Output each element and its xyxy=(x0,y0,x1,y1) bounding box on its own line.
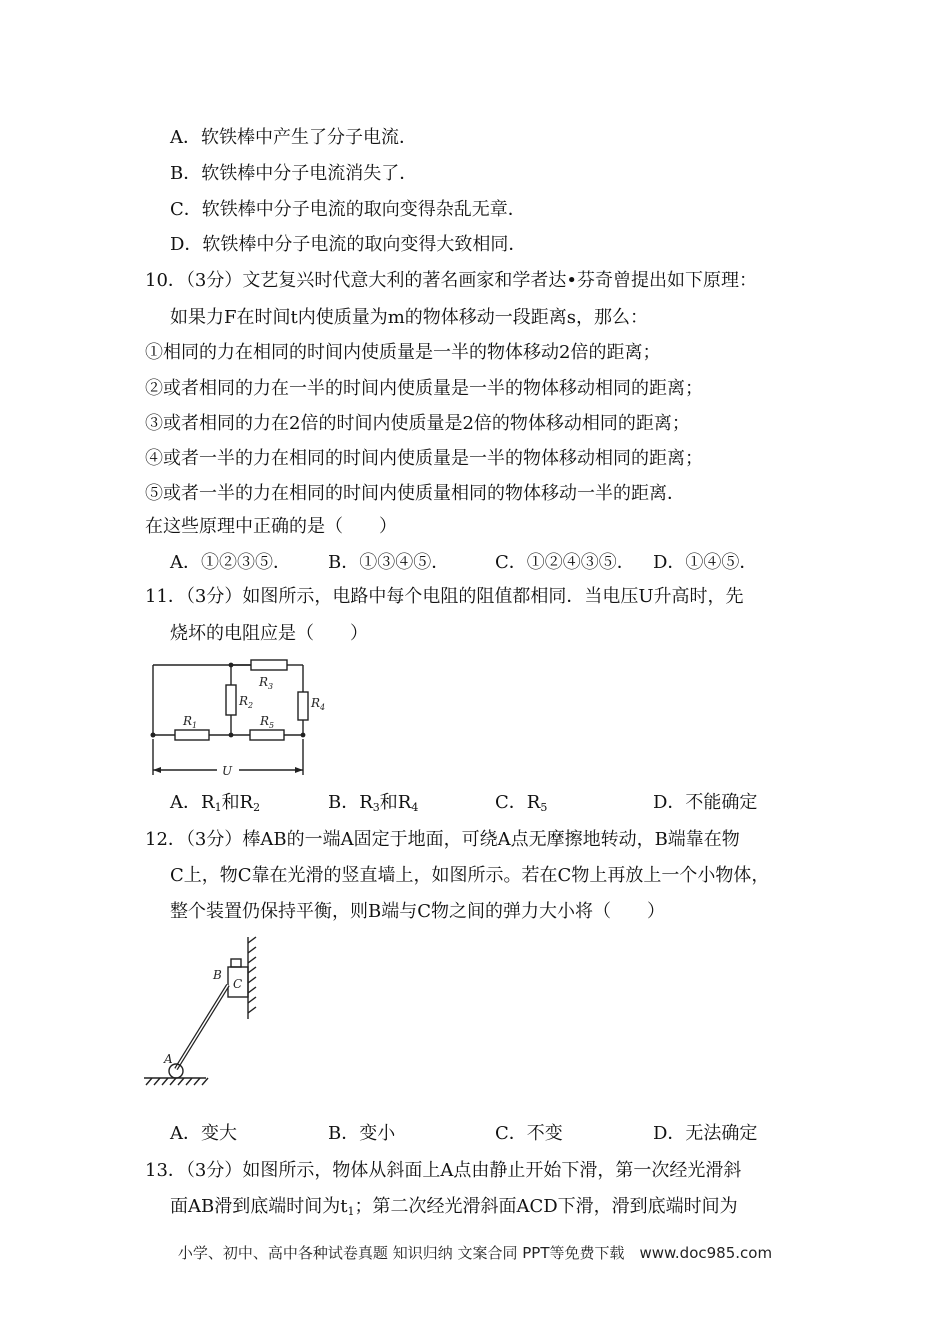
q10-option-d: D．①④⑤． xyxy=(653,552,758,573)
resistor-r3 xyxy=(251,660,287,670)
q11-option-c: C．$R_5$ xyxy=(495,792,548,814)
q11-option-a: A．$R_1$和$R_2$ xyxy=(170,792,261,814)
q11-stem-line1: 11．（3分）如图所示，电路中每个电阻的阻值都相同．当电压U升高时，先 xyxy=(145,586,744,607)
q9-option-d: D．软铁棒中分子电流的取向变得大致相同． xyxy=(170,234,527,255)
q10-stem-line2: 如果力F在时间t内使质量为m的物体移动一段距离s，那么： xyxy=(170,307,649,328)
label-u: U xyxy=(222,764,233,778)
q12-option-c: C．不变 xyxy=(495,1123,563,1144)
label-r3: $R_3$ xyxy=(259,675,274,691)
label-r1: $R_1$ xyxy=(183,714,198,730)
q10-question: 在这些原理中正确的是（ ） xyxy=(145,516,397,537)
q10-option-b: B．①③④⑤． xyxy=(328,552,450,573)
resistor-r5 xyxy=(250,730,284,740)
q10-principle-3: ③或者相同的力在2倍的时间内使质量是2倍的物体移动相同的距离； xyxy=(145,413,690,434)
resistor-r2 xyxy=(226,685,236,715)
q12-option-b: B．变小 xyxy=(328,1123,396,1144)
q10-principle-5: ⑤或者一半的力在相同的时间内使质量相同的物体移动一半的距离． xyxy=(145,483,685,504)
small-object xyxy=(231,959,241,967)
q11-circuit-diagram xyxy=(145,655,345,780)
q12-stem-line3: 整个装置仍保持平衡，则B端与C物之间的弹力大小将（ ） xyxy=(170,901,665,922)
q12-option-a: A．变大 xyxy=(170,1123,237,1144)
q9-option-c: C．软铁棒中分子电流的取向变得杂乱无章． xyxy=(170,199,526,220)
label-r5: $R_5$ xyxy=(260,714,275,730)
q11-stem-line2: 烧坏的电阻应是（ ） xyxy=(170,623,368,644)
q11-option-b: B．$R_3$和$R_4$ xyxy=(328,792,419,814)
q11-option-d: D．不能确定 xyxy=(653,792,758,813)
q10-option-c: C．①②④③⑤． xyxy=(495,552,635,573)
label-r4: $R_4$ xyxy=(311,696,326,712)
q10-option-a: A．①②③⑤． xyxy=(170,552,291,573)
label-a: A xyxy=(164,1052,173,1066)
q9-option-b: B．软铁棒中分子电流消失了． xyxy=(170,163,418,184)
label-c: C xyxy=(233,977,243,991)
q12-stem-line1: 12．（3分）棒AB的一端A固定于地面，可绕A点无摩擦地转动，B端靠在物 xyxy=(145,829,740,850)
label-b: B xyxy=(213,968,222,982)
q12-option-d: D．无法确定 xyxy=(653,1123,758,1144)
resistor-r1 xyxy=(175,730,209,740)
q10-principle-2: ②或者相同的力在一半的时间内使质量是一半的物体移动相同的距离； xyxy=(145,378,703,399)
q12-rod-wall-diagram xyxy=(140,933,270,1088)
q10-stem-line1: 10．（3分）文艺复兴时代意大利的著名画家和学者达•芬奇曾提出如下原理： xyxy=(145,270,757,291)
q13-stem-line2: 面AB滑到底端时间为$t_1$；第二次经光滑斜面ACD下滑，滑到底端时间为 xyxy=(170,1196,738,1218)
q10-principle-1: ①相同的力在相同的时间内使质量是一半的物体移动2倍的距离； xyxy=(145,342,661,363)
q9-option-a: A．软铁棒中产生了分子电流． xyxy=(170,127,417,148)
q10-principle-4: ④或者一半的力在相同的时间内使质量是一半的物体移动相同的距离； xyxy=(145,448,703,469)
page-footer: 小学、初中、高中各种试卷真题 知识归纳 文案合同 PPT等免费下载 www.doc985.com xyxy=(177,1244,773,1262)
q12-stem-line2: C上，物C靠在光滑的竖直墙上，如图所示。若在C物上再放上一个小物体， xyxy=(170,865,770,886)
q13-stem-line1: 13．（3分）如图所示，物体从斜面上A点由静止开始下滑，第一次经光滑斜 xyxy=(145,1160,742,1181)
resistor-r4 xyxy=(298,692,308,720)
label-r2: $R_2$ xyxy=(239,694,254,710)
